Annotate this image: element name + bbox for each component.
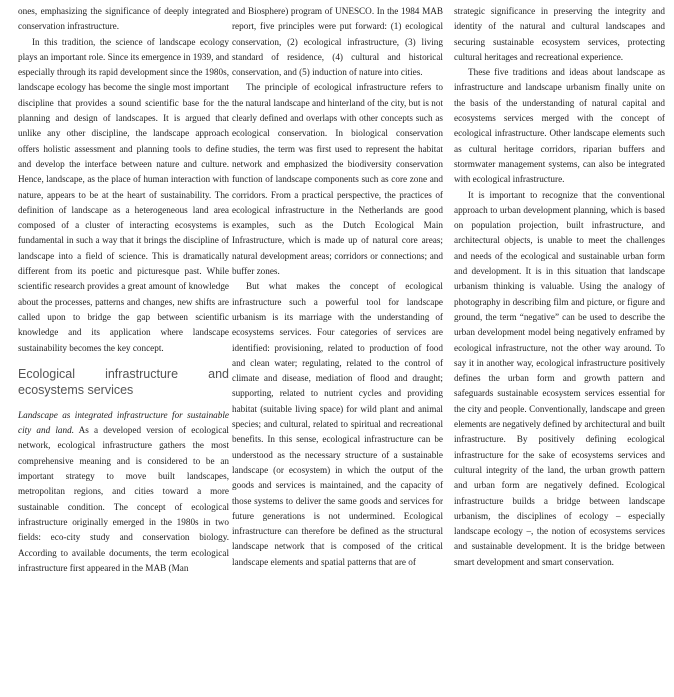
paragraph: ones, emphasizing the significance of deeply integrated conservation infrastructure. — [18, 6, 229, 32]
paragraph-body: As a developed version of ecological network, ecological infrastructure gathers the most comprehensive meaning and is considered to be an important strategy to move built landscapes, metropolitan regions, and cities toward a more sustainable condition. The concept of ecological infrastructure originally emerged in the 1980s in two fields: eco-city study and conservation biology. According to available documents, the term ecological infrastructure first appeared in the MAB (Man — [18, 425, 229, 573]
paragraph: The principle of ecological infrastructure refers to the natural landscape and hinterland of the city, but is not clearly defined and overlaps with other concepts such as ecological conservation. In biological conservation studies, the term was first used to represent the habitat network and emphasized the biodiversity conservation function of landscape components such as core zone and corridors. From a practical perspective, the practices of ecological infrastructure in the Netherlands are good examples, such as the Dutch Ecological Main Infrastructure, which is made up of natural core areas; natural development areas; corridors or connections; and buffer zones. — [232, 82, 443, 277]
paragraph: But what makes the concept of ecological infrastructure such a powerful tool for landscape urbanism is its marriage with the understanding of ecosystems services. Four categories of services are identified: provisioning, related to production of food and clean water; regulating, related to the control of climate and disease, mediation of flood and draught; supporting, related to nutrient cycles and providing habitat (suitable living space) for wild plant and animal species; and cultural, related to spiritual and recreational benefits. In this sense, ecological infrastructure can be understood as the necessary structure of a sustainable landscape (or ecosystem) in which the output of the goods and services is maintained, and the capacity of those systems to deliver the same goods and services for future generations is not undermined. Ecological infrastructure can therefore be defined as the structural landscape network that is composed of the critical landscape elements and spatial patterns that are of — [232, 281, 443, 567]
paragraph-lead-in: Landscape as integrated infrastructure for sustainable city and land. — [18, 409, 229, 436]
paragraph: It is important to recognize that the conventional approach to urban development planning, which is based on population projection, built infrastructure, and architectural objects, is unable to meet the challenges and needs of the ecological and sustainable urban form and development. It is in this situation that landscape urbanism thinking is valuable. Using the analogy of photography in describing film and picture, or figure and ground, the term “negative” can be used to describe the urban development model being negatively enframed by ecological infrastructure, not the other way around. To say it in another way, ecological infrastructure positively defines the urban form and growth pattern and safeguards sustainable ecosystem services essential for the city and people. Conventionally, landscape and green elements are negatively defined by architectural and built infrastructure. By positively defining ecological infrastructure for the sake of ecosystems services and cultural integrity of the land, the urban growth pattern and urban form are negatively defined. Ecological infrastructure builds a bridge between landscape urbanism, the disciplines of ecology – especially landscape ecology –, the notion of ecosystems services and sustainable development. It is the bridge between smart development and smart conservation. — [454, 189, 665, 567]
paragraph: strategic significance in preserving the integrity and identity of the natural and cultural landscapes and securing sustainable ecosystem services, protecting cultural heritages and recreational experience. — [454, 6, 665, 62]
paragraph — [18, 408, 229, 576]
text-column-left — [18, 4, 229, 576]
paragraph: and Biosphere) program of UNESCO. In the 1984 MAB report, five principles were put forward: (1) ecological conservation, (2) ecological infrastructure, (3) living standard of residence, (4) cultural and historical conservation, and (5) induction of nature into cities. — [232, 6, 443, 78]
section-heading: Ecological infrastructure and ecosystems services — [18, 366, 229, 397]
paragraph: These five traditions and ideas about landscape as infrastructure and landscape urbanism finally unite on the basis of the understanding of natural capital and ecosystems services merged with the concept of ecological infrastructure. Other landscape elements such as cultural heritage corridors, riparian buffers and stormwater management systems, can also be integrated with ecological infrastructure. — [454, 67, 665, 185]
text-column-right — [454, 4, 665, 570]
paragraph: In this tradition, the science of landscape ecology plays an important role. Since its emergence in 1939, and especially through its rapid development since the 1980s, landscape ecology has become the single most important discipline that provides a sound scientific base for the planning and design of landscapes. It is argued that unlike any other discipline, the landscape approach offers holistic assessment and planning tools to define and develop the interface between nature and culture. Hence, landscape, as the place of human interaction with nature, appears to be at the heart of sustainability. The definition of landscape as a heterogeneous land area composed of a cluster of interacting ecosystems is fundamental in such a way that it brings the discipline of landscape into a field of science. This is dramatically different from its poetic and picturesque past. While scientific research provides a great amount of knowledge about the processes, patterns and changes, new shifts are called upon to bridge the gap between scientific knowledge and its application where landscape sustainability becomes the key concept. — [18, 36, 229, 353]
text-column-middle — [232, 4, 443, 570]
